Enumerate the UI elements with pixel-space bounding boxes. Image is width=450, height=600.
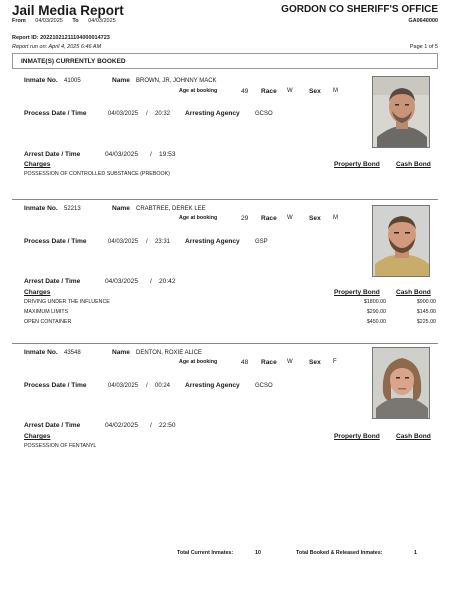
- arrest-date-label: Arrest Date / Time: [24, 278, 81, 285]
- inmate-no-value: 52213: [64, 205, 81, 212]
- process-time: 20:32: [155, 110, 171, 117]
- property-bond-header: Property Bond: [334, 289, 380, 296]
- charges-header: Charges: [24, 161, 51, 168]
- process-slash: /: [146, 238, 148, 245]
- age-value: 29: [241, 214, 249, 222]
- arresting-agency-label: Arresting Agency: [185, 238, 240, 245]
- inmate-photo: [372, 205, 430, 277]
- arrest-slash: /: [150, 278, 152, 285]
- name-label: Name: [112, 77, 130, 84]
- age-label: Age at booking: [179, 88, 218, 94]
- total-booked-label: Total Booked & Released Inmates:: [296, 550, 383, 556]
- section-header: [12, 53, 438, 69]
- arrest-slash: /: [150, 422, 152, 429]
- process-time: 23:31: [155, 238, 171, 245]
- cash-bond-value: $900.00: [416, 299, 436, 305]
- total-current-label: Total Current Inmates:: [177, 550, 234, 556]
- arrest-date-label: Arrest Date / Time: [24, 151, 81, 158]
- race-value: W: [287, 88, 293, 94]
- process-date: 04/03/2025: [108, 382, 139, 389]
- arrest-time: 19:53: [159, 151, 176, 158]
- name-label: Name: [112, 205, 130, 212]
- section-title: INMATE(S) CURRENTLY BOOKED: [21, 58, 126, 65]
- charge-description: MAXIMUM LIMITS: [24, 309, 69, 315]
- to-date: 04/03/2025: [88, 18, 116, 24]
- inmate-no-value: 43548: [64, 349, 81, 356]
- property-bond-value: $1800.00: [363, 299, 386, 305]
- sex-label: Sex: [309, 87, 321, 95]
- cash-bond-value: $145.00: [416, 309, 436, 315]
- inmate-name: DENTON, ROXIE ALICE: [136, 349, 202, 356]
- inmate-name: CRABTREE, DEREK LEE: [136, 205, 206, 212]
- sex-value: F: [333, 359, 337, 365]
- charge-description: OPEN CONTAINER: [24, 319, 72, 325]
- sex-label: Sex: [309, 358, 321, 366]
- process-slash: /: [146, 382, 148, 389]
- cash-bond-header: Cash Bond: [396, 161, 431, 168]
- arresting-agency-label: Arresting Agency: [185, 382, 240, 389]
- record-divider: [12, 343, 438, 344]
- age-value: 49: [241, 87, 249, 95]
- property-bond-value: $450.00: [366, 319, 386, 325]
- arresting-agency: GSP: [255, 238, 268, 245]
- arrest-date: 04/02/2025: [105, 422, 139, 429]
- arrest-time: 20:42: [159, 278, 176, 285]
- to-label: To: [72, 18, 79, 24]
- arresting-agency-label: Arresting Agency: [185, 110, 240, 117]
- arrest-slash: /: [150, 151, 152, 158]
- process-date: 04/03/2025: [108, 110, 139, 117]
- from-label: From: [12, 18, 26, 24]
- process-date-label: Process Date / Time: [24, 238, 87, 245]
- inmate-no-label: Inmate No.: [24, 205, 58, 212]
- arrest-date: 04/03/2025: [105, 151, 139, 158]
- race-label: Race: [261, 214, 277, 222]
- arrest-date-label: Arrest Date / Time: [24, 422, 81, 429]
- race-value: W: [287, 215, 293, 221]
- arrest-date: 04/03/2025: [105, 278, 139, 285]
- race-value: W: [287, 359, 293, 365]
- total-booked-value: 1: [414, 550, 417, 556]
- process-date: 04/03/2025: [108, 238, 139, 245]
- ori-code: GA0640000: [408, 18, 438, 24]
- cash-bond-header: Cash Bond: [396, 289, 431, 296]
- process-date-label: Process Date / Time: [24, 110, 87, 117]
- sex-value: M: [333, 215, 338, 221]
- cash-bond-value: $225.00: [416, 319, 436, 325]
- process-date-label: Process Date / Time: [24, 382, 87, 389]
- date-range: [12, 18, 124, 24]
- race-label: Race: [261, 358, 277, 366]
- age-value: 48: [241, 358, 249, 366]
- report-id: Report ID: 20221021211104000014723: [12, 35, 110, 41]
- name-label: Name: [112, 349, 130, 356]
- arrest-time: 22:50: [159, 422, 176, 429]
- cash-bond-header: Cash Bond: [396, 433, 431, 440]
- charge-description: DRIVING UNDER THE INFLUENCE: [24, 299, 110, 305]
- arresting-agency: GCSO: [255, 382, 273, 389]
- process-time: 00:24: [155, 382, 171, 389]
- inmate-no-label: Inmate No.: [24, 77, 58, 84]
- inmate-no-value: 41005: [64, 77, 81, 84]
- report-run-on: Report run on: April 4, 2025 6:46 AM: [12, 44, 102, 50]
- from-date: 04/03/2025: [35, 18, 63, 24]
- property-bond-header: Property Bond: [334, 161, 380, 168]
- charge-description: POSSESSION OF CONTROLLED SUBSTANCE (PREBOOK): [24, 171, 170, 177]
- property-bond-header: Property Bond: [334, 433, 380, 440]
- sex-label: Sex: [309, 214, 321, 222]
- charges-header: Charges: [24, 289, 51, 296]
- age-label: Age at booking: [179, 359, 218, 365]
- arresting-agency: GCSO: [255, 110, 273, 117]
- process-slash: /: [146, 110, 148, 117]
- inmate-photo: [372, 76, 430, 148]
- inmate-photo: [372, 347, 430, 419]
- agency-name: GORDON CO SHERIFF'S OFFICE: [281, 4, 438, 15]
- record-divider: [12, 199, 438, 200]
- age-label: Age at booking: [179, 215, 218, 221]
- charge-description: POSSESSION OF FENTANYL: [24, 443, 97, 449]
- inmate-name: BROWN, JR, JOHNNY MACK: [136, 77, 217, 84]
- charges-header: Charges: [24, 433, 51, 440]
- race-label: Race: [261, 87, 277, 95]
- sex-value: M: [333, 88, 338, 94]
- inmate-no-label: Inmate No.: [24, 349, 58, 356]
- total-current-value: 10: [255, 550, 261, 556]
- property-bond-value: $290.00: [366, 309, 386, 315]
- report-title: Jail Media Report: [12, 3, 124, 18]
- page-number: Page 1 of 5: [409, 44, 438, 50]
